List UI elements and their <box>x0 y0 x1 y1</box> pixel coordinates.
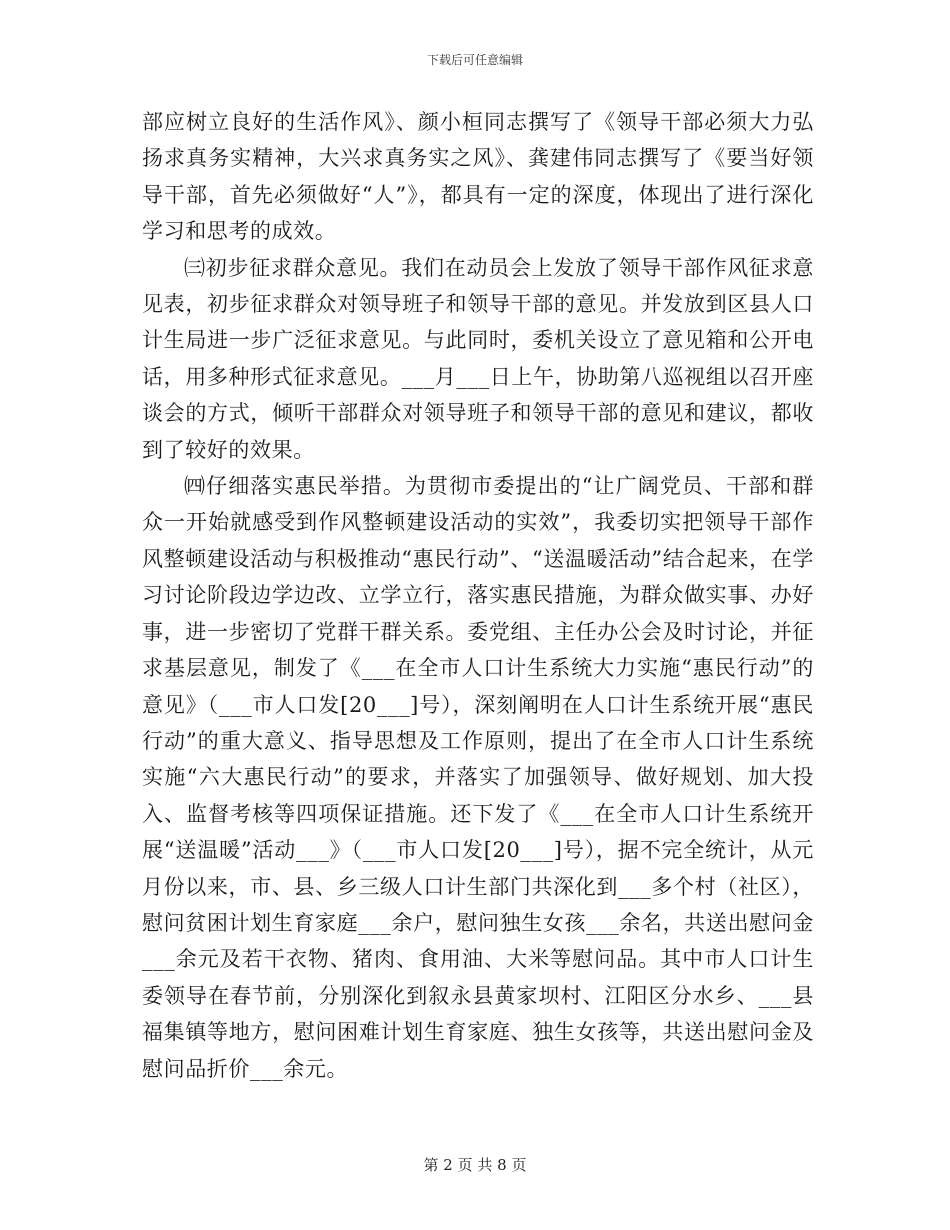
document-body <box>142 104 814 1087</box>
page-number-footer: 第 2 页 共 8 页 <box>423 1156 527 1174</box>
paragraph-4-benefit-measures: ㈣仔细落实惠民举措。为贯彻市委提出的“让广阔党员、干部和群众一开始就感受到作风整顿建设活动的实效”，我委切实把领导干部作风整顿建设活动与积极推动“惠民行动”、“送温暖活动”结合起来，在学习讨论阶段边学边改、立学立行，落实惠民措施，为群众做实事、办好事，进一步密切了党群干群关系。委党组、主任办公会及时讨论，并征求基层意见，制发了《___在全市人口计生系统大力实施“惠民行动”的意见》（___市人口发[20___]号），深刻阐明在人口计生系统开展“惠民行动”的重大意义、指导思想及工作原则，提出了在全市人口计生系统实施“六大惠民行动”的要求，并落实了加强领导、做好规划、加大投入、监督考核等四项保证措施。还下发了《___在全市人口计生系统开展“送温暖”活动___》（___市人口发[20___]号），据不完全统计，从元月份以来，市、县、乡三级人口计生部门共深化到___多个村（社区），慰问贫困计划生育家庭___余户，慰问独生女孩___余名，共送出慰问金___余元及若干衣物、猪肉、食用油、大米等慰问品。其中市人口计生委领导在春节前，分别深化到叙永县黄家坝村、江阳区分水乡、___县福集镇等地方，慰问困难计划生育家庭、独生女孩等，共送出慰问金及慰问品折价___余元。 <box>142 474 814 1081</box>
page-header: 下载后可任意编辑 <box>426 53 523 67</box>
paragraph-3-solicit-opinions: ㈢初步征求群众意见。我们在动员会上发放了领导干部作风征求意见表，初步征求群众对领导班子和领导干部的意见。并发放到区县人口计生局进一步广泛征求意见。与此同时，委机关设立了意见箱和公开电话，用多种形式征求意见。___月___日上午，协助第八巡视组以召开座谈会的方式，倾听干部群众对领导班子和领导干部的意见和建议，都收到了较好的效果。 <box>142 255 814 462</box>
paragraph-continuation: 部应树立良好的生活作风》、颜小桓同志撰写了《领导干部必须大力弘扬求真务实精神，大兴求真务实之风》、龚建伟同志撰写了《要当好领导干部，首先必须做好“人”》，都具有一定的深度，体现出了进行深化学习和思考的成效。 <box>142 110 814 244</box>
